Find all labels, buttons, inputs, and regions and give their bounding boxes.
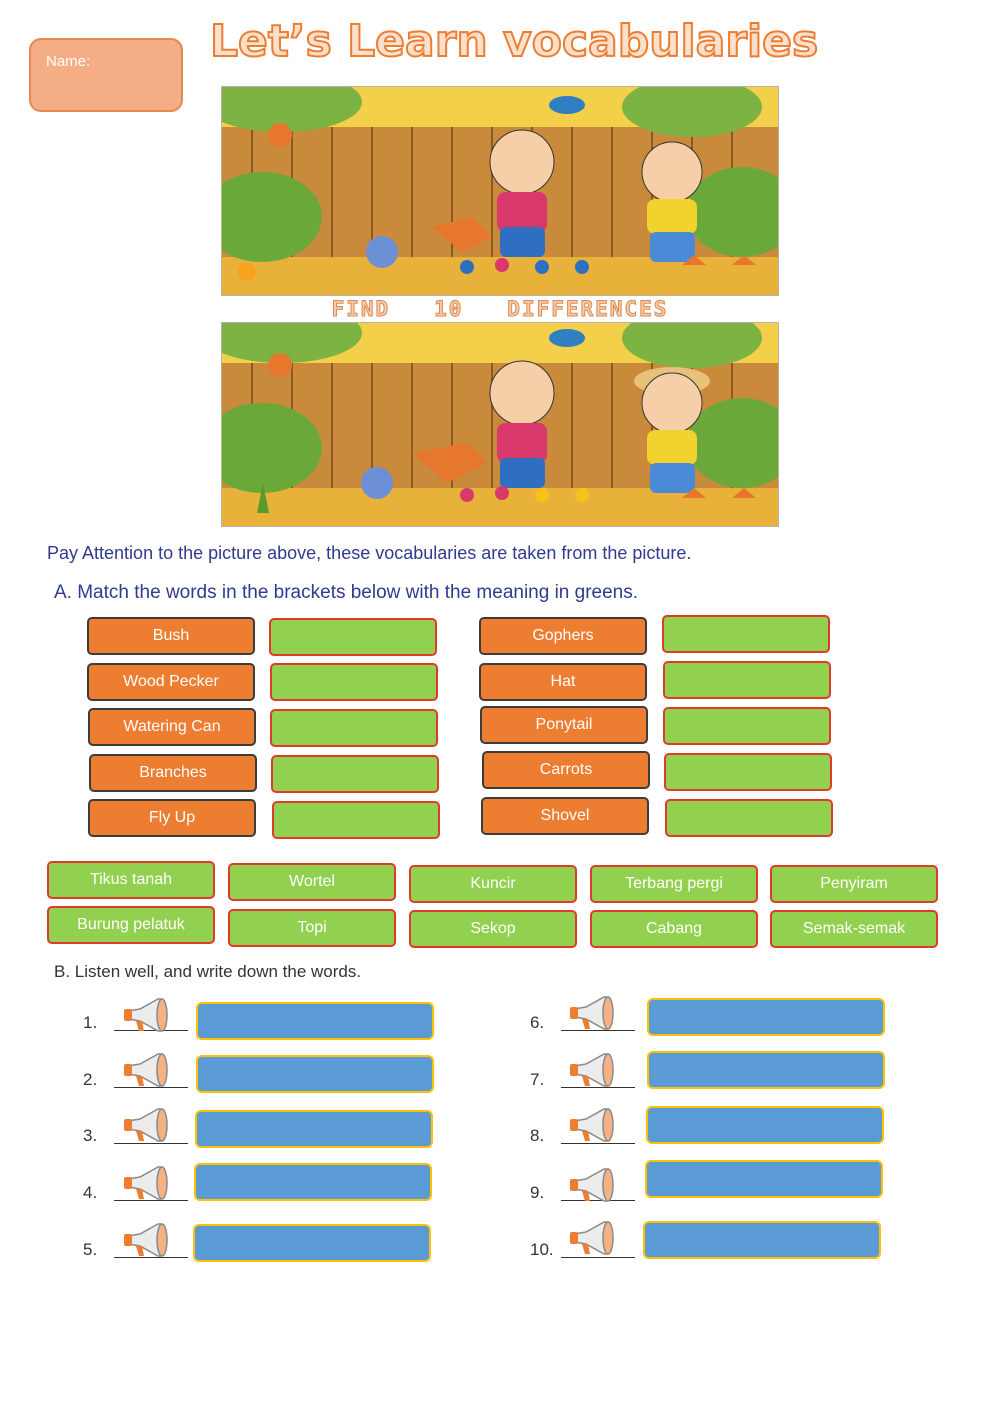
item-number: 1. [83,1013,98,1032]
answer-drop-zone[interactable] [663,661,831,699]
answer-drop-zone[interactable] [664,753,832,791]
word-box: Fly Up [88,799,256,837]
item-number: 4. [83,1183,98,1202]
write-answer-input[interactable] [646,1106,884,1144]
answer-drop-zone[interactable] [663,707,831,745]
speaker-icon[interactable] [122,1163,172,1203]
meaning-tile[interactable]: Cabang [590,910,758,948]
meaning-tile[interactable]: Terbang pergi [590,865,758,903]
item-number: 7. [530,1070,545,1089]
word-box: Shovel [481,797,649,835]
write-answer-input[interactable] [647,998,885,1036]
item-number: 2. [83,1070,98,1089]
scene-picture-bottom [221,322,779,527]
answer-drop-zone[interactable] [269,618,437,656]
answer-drop-zone[interactable] [271,755,439,793]
speaker-icon[interactable] [568,1218,618,1258]
speaker-icon[interactable] [568,993,618,1033]
speaker-icon[interactable] [122,995,172,1035]
word-box: Carrots [482,751,650,789]
word-box: Bush [87,617,255,655]
meaning-tile[interactable]: Burung pelatuk [47,906,215,944]
speaker-icon[interactable] [568,1050,618,1090]
write-answer-input[interactable] [196,1055,434,1093]
meaning-tile[interactable]: Penyiram [770,865,938,903]
item-number: 10. [530,1240,554,1259]
answer-drop-zone[interactable] [270,709,438,747]
meaning-tile[interactable]: Kuncir [409,865,577,903]
word-box: Branches [89,754,257,792]
speaker-icon[interactable] [122,1105,172,1145]
speaker-icon[interactable] [568,1165,618,1205]
item-number: 3. [83,1126,98,1145]
meaning-tile[interactable]: Sekop [409,910,577,948]
write-answer-input[interactable] [196,1002,434,1040]
word-box: Gophers [479,617,647,655]
word-box: Watering Can [88,708,256,746]
word-box: Wood Pecker [87,663,255,701]
answer-drop-zone[interactable] [665,799,833,837]
section-a-title: A. Match the words in the brackets below with the meaning in greens. [54,582,639,603]
find-differences-banner: FIND 10 DIFFERENCES [221,296,779,322]
speaker-icon[interactable] [568,1105,618,1145]
scene-picture-top [221,86,779,296]
write-answer-input[interactable] [645,1160,883,1198]
item-number: 5. [83,1240,98,1259]
meaning-tile[interactable]: Semak-semak [770,910,938,948]
word-box: Ponytail [480,706,648,744]
meaning-tile[interactable]: Topi [228,909,396,947]
answer-drop-zone[interactable] [272,801,440,839]
name-field[interactable] [29,38,183,112]
section-b-title: B. Listen well, and write down the words. [54,962,362,981]
item-number: 6. [530,1013,545,1032]
speaker-icon[interactable] [122,1220,172,1260]
speaker-icon[interactable] [122,1050,172,1090]
meaning-tile[interactable]: Wortel [228,863,396,901]
word-box: Hat [479,663,647,701]
write-answer-input[interactable] [194,1163,432,1201]
write-answer-input[interactable] [647,1051,885,1089]
answer-drop-zone[interactable] [270,663,438,701]
meaning-tile[interactable]: Tikus tanah [47,861,215,899]
item-number: 8. [530,1126,545,1145]
page-title: Let’s Learn vocabularies [210,16,819,67]
write-answer-input[interactable] [193,1224,431,1262]
instruction-text: Pay Attention to the picture above, these vocabularies are taken from the picture. [47,543,692,563]
item-number: 9. [530,1183,545,1202]
answer-drop-zone[interactable] [662,615,830,653]
write-answer-input[interactable] [643,1221,881,1259]
write-answer-input[interactable] [195,1110,433,1148]
name-label: Name: [46,53,91,70]
